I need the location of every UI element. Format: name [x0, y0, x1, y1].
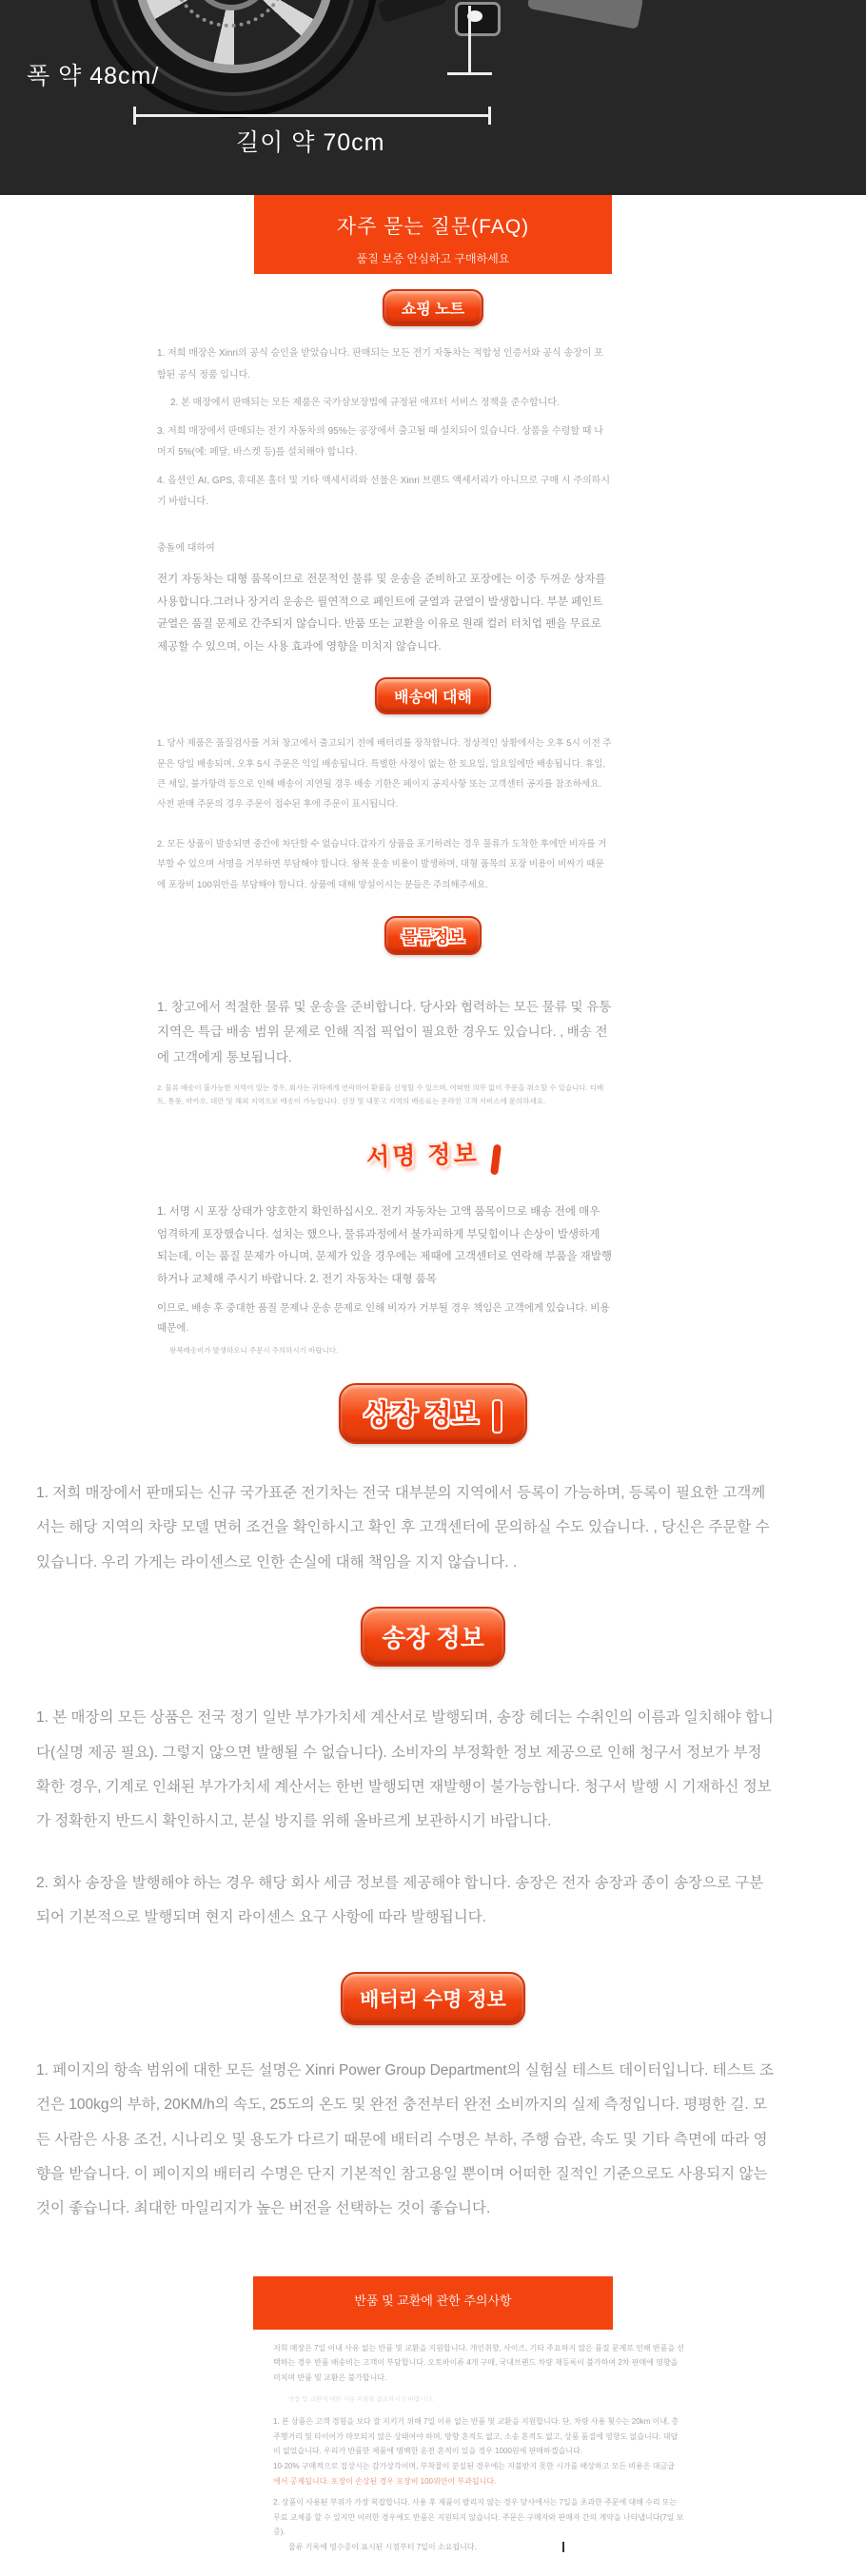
- shipping-paragraph: 1. 당사 제품은 품질검사를 거쳐 창고에서 출고되기 전에 배터리를 장착합니다. 정상적인 상황에서는 오후 5시 이전 주문은 당일 배송되며, 오후 5시 주문은 익일 배송됩니다. 특별한 사정이 없는 한 토요일, 일요일에만 배송됩니다. 휴일, 큰 세일, 불가항력 등으로 인해 배송이 지연될 경우 배송 기한은 페이지 공지사항 또는 고객센터 공지를 참조하세요. 사전 판매 주문의 경우 주문이 접수된 후에 주문이 표시됩니다.: [157, 738, 612, 810]
- length-measure-line: [133, 114, 491, 117]
- returns-paragraph: 2. 상품이 사용된 부위가 가장 복잡합니다. 사용 후 제품이 팔리지 않는 경우 당사에서는 7일을 초과한 주문에 대해 수리 또는 무료 교체를 할 수 있지만 이러한 경우에도 반품은 지원되지 않습니다. 주문은 구매자와 판매자 간의 계약을 나타냅니다(7일 보증).: [273, 2498, 684, 2537]
- pedal-icon: [455, 2, 501, 36]
- length-dimension-label: 길이 약 70cm: [236, 129, 385, 156]
- invoice-info-button[interactable]: 송장 정보: [361, 1607, 505, 1667]
- width-dimension-label: 폭 약 48cm/: [27, 63, 160, 89]
- logistics-info-button[interactable]: 물류정보: [384, 916, 482, 955]
- text-cursor: [562, 2542, 564, 2552]
- returns-paragraph: 물류 기록에 영수증이 표시된 시점부터 7일이 소요됩니다.: [288, 2540, 684, 2555]
- signature-info-header: [0, 1137, 866, 1175]
- returns-paragraph: 저희 매장은 7일 이내 사유 없는 반품 및 교환을 지원합니다. 개인취향, 사이즈, 기타 주요하지 않은 품질 문제로 인해 반품을 선택하는 경우 반품 배송비는 고객이 부담합니다. 오토바이류 4개 구매, 국내브랜드 차량 재등록이 불가하여 2차 판매에 영향을 미치며 반품 및 교환은 불가합니다.: [273, 2343, 685, 2383]
- crank-arm-image: [377, 0, 446, 23]
- shopping-note-paragraph: 3. 저희 매장에서 판매되는 전기 자동차의 95%는 공장에서 출고될 때 설치되어 있습니다. 상품을 수령할 때 나머지 5%(예: 페달, 바스켓 등)를 설치해야 합니다.: [157, 425, 603, 458]
- battery-paragraph: 1. 페이지의 항속 범위에 대한 모든 설명은 Xinri Power Group Department의 실험실 테스트 데이터입니다. 테스트 조건은 100kg의 부하, 20KM/h의 속도, 25도의 온도 및 완전 충전부터 완전 소비까지의 실제 측정입니다. 평평한 길. 모든 사람은 사용 조건, 시나리오 및 용도가 다르기 때문에 배터리 수명은 부하, 주행 습관, 속도 및 기타 측면에 따라 영향을 받습니다. 이 페이지의 배터리 수명은 단지 기본적인 참고용일 뿐이며 어떠한 질적인 기준으로도 사용되지 않는 것이 좋습니다. 최대한 마일리지가 높은 버전을 선택하는 것이 좋습니다.: [36, 2061, 774, 2217]
- frame-part-image: [527, 0, 643, 29]
- returns-banner: 반품 및 교환에 관한 주의사항: [253, 2276, 613, 2330]
- invoice-paragraph: 1. 본 매장의 모든 상품은 전국 정기 일반 부가가치세 계산서로 발행되며, 송장 헤더는 수취인의 이름과 일치해야 합니다(실명 제공 필요). 그렇지 않으면 발행될 수 없습니다). 소비자의 부정확한 정보 제공으로 인해 청구서 정보가 부정확한 경우, 기계로 인쇄된 부가가치세 계산서는 한번 발행되면 재발행이 불가능합니다. 청구서 발행 시 기재하신 정보가 정확한지 반드시 확인하시고, 분실 방지를 위해 올바르게 보관하시기 바랍니다.: [36, 1709, 774, 1830]
- returns-paragraph: 1. 본 상품은 고객 경험을 보다 잘 지키기 위해 7일 이유 없는 반품 및 교환을 지원합니다. 단, 차량 사용 횟수는 20km 이내, 총 주행거리 및 타이어가 마모되지 않은 상태여야 하며, 방향 흔적도 없고, 소송 흔적도 없고, 상품 품질에 영향도 없습니다. 대답이 없었습니다. 우리가 반품한 제품에 명백한 운전 흔적이 있을 경우 1000원에 판매하겠습니다.: [273, 2417, 679, 2456]
- logistics-small-paragraph: 2. 물류 배송이 불가능한 지역이 있는 경우, 회사는 귀하에게 연락하여 환불을 신청할 수 있으며, 어떠한 의무 없이 주문을 취소할 수 있습니다. 티베트, 통풍, 마카오, 대만 및 해외 지역으로 배송이 가능합니다. 신장 및 내몽고 지역의 배송료는 온라인 고객 서비스에 문의하세요.: [157, 1083, 604, 1106]
- faq-header-banner: [254, 195, 612, 274]
- shopping-note-paragraph: 2. 본 매장에서 판매되는 모든 제품은 국가삼보장법에 규정된 애프터 서비스 정책을 준수합니다.: [170, 398, 560, 408]
- logistics-paragraph: 1. 창고에서 적절한 물류 및 운송을 준비합니다. 당사와 협력하는 모든 물류 및 유통 지역은 특급 배송 범위 문제로 인해 직접 픽업이 필요한 경우도 있습니다. , 배송 전에 고객에게 통보됩니다.: [157, 999, 612, 1064]
- shopping-note-paragraph: 1. 저희 매장은 Xinri의 공식 승인을 받았습니다. 판매되는 모든 전기 자동차는 적합성 인증서와 공식 송장이 포함된 공식 정품 입니다.: [157, 348, 603, 381]
- height-measure-line: [468, 6, 471, 74]
- product-photo-section: [0, 0, 866, 195]
- shipping-paragraph: 2. 모든 상품이 발송되면 중간에 차단할 수 없습니다.갑자기 상품을 포기하려는 경우 물류가 도착한 후에만 비자를 거부할 수 있으며 서명을 거부하면 부담해야 합니다. 왕복 운송 비용이 발생하며, 대형 품목의 포장 비용이 비싸기 때문에 포장비 100위안을 부담해야 합니다. 상품에 대해 망설이시는 분들은 주의해주세요.: [157, 838, 607, 890]
- faq-subtitle: 품질 보증 안심하고 구매하세요: [356, 252, 510, 265]
- listing-paragraph: 1. 저희 매장에서 판매되는 신규 국가표준 전기차는 전국 대부분의 지역에서 등록이 가능하며, 등록이 필요한 고객께서는 해당 지역의 차량 모델 면허 조건을 확인하시고 확인 후 고객센터에 문의하실 수도 있습니다. , 당신은 주문할 수 있습니다. 우리 가게는 라이센스로 인한 손실에 대해 책임을 지지 않습니다. .: [36, 1484, 770, 1571]
- returns-paragraph: 10-20% 구매적으로 집상시는 감가상각이며, 부착물이 분실된 경우에는 지불받지 못한 시가를 배상하고 모든 비용은 대금급: [273, 2462, 675, 2471]
- brush-bar-icon: [490, 1144, 502, 1176]
- invoice-paragraph2: 2. 회사 송장을 발행해야 하는 경우 해당 회사 세금 정보를 제공해야 합니다. 송장은 전자 송장과 종이 송장으로 구분되어 기본적으로 발행되며 현지 라이센스 요구 사항에 따라 발행됩니다.: [36, 1874, 764, 1926]
- collision-label: 충돌에 대하여: [157, 542, 215, 554]
- signature-info-title: 서명 정보: [365, 1141, 480, 1172]
- signature-small-note: 왕복배송비가 발생하오니 주문시 주의하시기 바랍니다.: [169, 1346, 339, 1356]
- height-measure-cap: [447, 72, 492, 75]
- shopping-note-button[interactable]: 쇼핑 노트: [383, 289, 483, 326]
- shipping-info-button[interactable]: 배송에 대해: [375, 677, 491, 714]
- faq-title: 자주 묻는 질문(FAQ): [336, 216, 530, 238]
- signature-paragraph2: 이므로, 배송 후 중대한 품질 문제나 운송 문제로 인해 비자가 거부될 경우 책임은 고객에게 있습니다. 비용 때문에.: [157, 1302, 610, 1335]
- signature-paragraph: 1. 서명 시 포장 상태가 양호한지 확인하십시오. 전기 자동차는 고액 품목이므로 배송 전에 매우 엄격하게 포장했습니다. 설치는 했으나, 물류과정에서 불가피하게 부딪힘이나 손상이 발생하게 되는데, 이는 품질 문제가 아니며, 문제가 있을 경우에는 제때에 고객센터로 연락해 부품을 재발행하거나 교체해 주시기 바랍니다. 2. 전기 자동차는 대형 품목: [157, 1206, 612, 1285]
- collision-paragraph: 전기 자동차는 대형 품목이므로 전문적인 물류 및 운송을 준비하고 포장에는 이중 두꺼운 상자를 사용합니다.그러나 장거리 운송은 필연적으로 페인트에 균열과 균열이 발생합니다. 부분 페인트 균열은 품질 문제로 간주되지 않습니다. 반품 또는 교환을 이유로 원래 컬러 터치업 펜을 무료로 제공할 수 있으며, 이는 사용 효과에 영향을 미치지 않습니다.: [157, 574, 606, 653]
- returns-red-note: 에서 공제됩니다. 포장이 손상된 경우 포장비 100위안이 부과됩니다.: [273, 2476, 497, 2486]
- battery-life-info-button[interactable]: 배터리 수명 정보: [341, 1972, 525, 2025]
- brush-bar-icon: [492, 1399, 502, 1434]
- listing-info-button[interactable]: 상장 정보: [339, 1383, 526, 1444]
- returns-faint-note: 반품 및 교환에 대한 사유 지침을 참조하시기 바랍니다.: [288, 2395, 434, 2403]
- shopping-note-paragraph: 4. 옵션인 AI, GPS, 휴대폰 홀더 및 기타 액세서리와 선물은 Xinri 브랜드 액세서리가 아니므로 구매 시 주의하시기 바랍니다.: [157, 475, 611, 507]
